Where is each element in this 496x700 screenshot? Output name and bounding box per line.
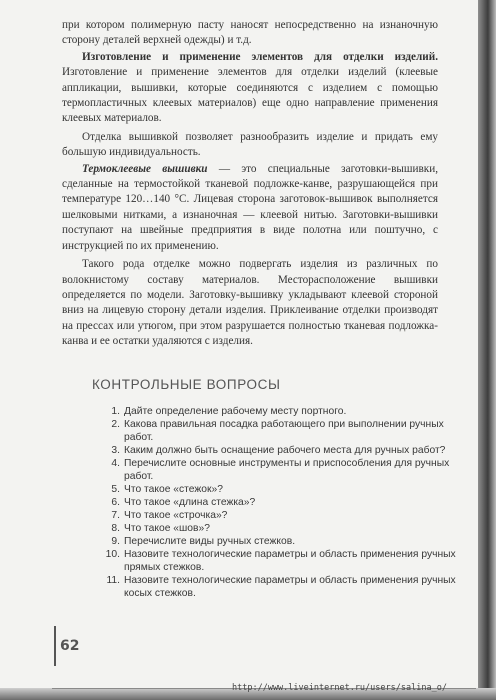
question-number: 3. [111, 445, 120, 456]
question-item [88, 548, 460, 574]
question-number: 11. [106, 575, 120, 586]
question-text: Назовите технологические параметры и область применения ручных прямых стежков. [124, 549, 456, 573]
question-number: 7. [111, 510, 120, 521]
question-number: 2. [111, 419, 120, 430]
paragraph [62, 162, 438, 254]
body-text [62, 18, 438, 351]
term: Термоклеевые вышивки [82, 162, 208, 175]
watermark-url: http://www.liveinternet.ru/users/salina_o/ [232, 683, 447, 693]
question-item [88, 496, 460, 509]
paragraph-text: — это специальные заготовки-вышивки, сделанные на термостойкой тканевой подложке-канве, разрушающейся при температуре 120…140 °С. Лицевая сторона заготовок-вышивок выполняется шелковыми нитками, а изнаночная — клеевой нитью. Заготовки-вышивки поступают на швейные предприятия в виде полотна или поштучно, с инструкцией по их применению. [62, 162, 438, 252]
paragraph-text: Изготовление и применение элементов для отделки изделий (клеевые аппликации, вышивки, которые соединяются с изделием с помощью термопластичных клеевых материалов) еще одно направление применения клеевых материалов. [62, 66, 438, 125]
page-number: 62 [60, 638, 80, 654]
paragraph: при котором полимерную пасту наносят непосредственно на изнаночную сторону деталей верхней одежды) и т.д. [62, 19, 438, 47]
question-text: Что такое «длина стежка»? [124, 497, 256, 508]
question-item [88, 483, 460, 496]
run-in-heading: Изготовление и применение элементов для отделки изделий. [82, 50, 438, 63]
question-number: 9. [111, 536, 120, 547]
question-item [88, 405, 460, 418]
question-item [88, 574, 460, 600]
question-text: Что такое «стежок»? [124, 484, 223, 495]
page-number-bar [54, 626, 56, 666]
question-text: Дайте определение рабочему месту портного. [124, 406, 347, 417]
question-text: Что такое «строчка»? [124, 510, 228, 521]
paragraph: Такого рода отделке можно подвергать изделия из различных по волокнистому составу материалов. Месторасположение вышивки определяется по модели. Заготовку-вышивку укладывают клеевой стороной вниз на лицевую сторону детали изделия. Приклеивание отделки производят на прессах или утюгом, при этом разрушается полностью тканевая подложка-канва и ее остатки удаляются с изделия. [62, 258, 438, 348]
paragraph: Отделка вышивкой позволяет разнообразить изделие и придать ему большую индивидуальность. [62, 130, 438, 159]
question-item [88, 418, 460, 444]
question-list [88, 405, 460, 600]
question-number: 1. [111, 406, 120, 417]
question-number: 4. [111, 458, 120, 469]
question-text: Каким должно быть оснащение рабочего места для ручных работ? [124, 445, 446, 456]
question-item [88, 444, 460, 457]
book-spine-shadow [478, 0, 496, 700]
question-number: 6. [111, 497, 120, 508]
question-item [88, 535, 460, 548]
question-item [88, 522, 460, 535]
question-text: Назовите технологические параметры и область применения ручных косых стежков. [124, 575, 456, 599]
question-text: Перечислите виды ручных стежков. [124, 536, 296, 547]
question-number: 8. [111, 523, 120, 534]
paragraph [62, 50, 438, 127]
question-number: 5. [111, 484, 120, 495]
question-item [88, 509, 460, 522]
question-number: 10. [105, 549, 120, 560]
question-item [88, 457, 460, 483]
question-text: Перечислите основные инструменты и приспособления для ручных работ. [124, 458, 450, 482]
section-title: КОНТРОЛЬНЫЕ ВОПРОСЫ [92, 377, 281, 392]
question-text: Что такое «шов»? [124, 523, 210, 534]
question-text: Какова правильная посадка работающего при выполнении ручных работ. [124, 419, 444, 443]
